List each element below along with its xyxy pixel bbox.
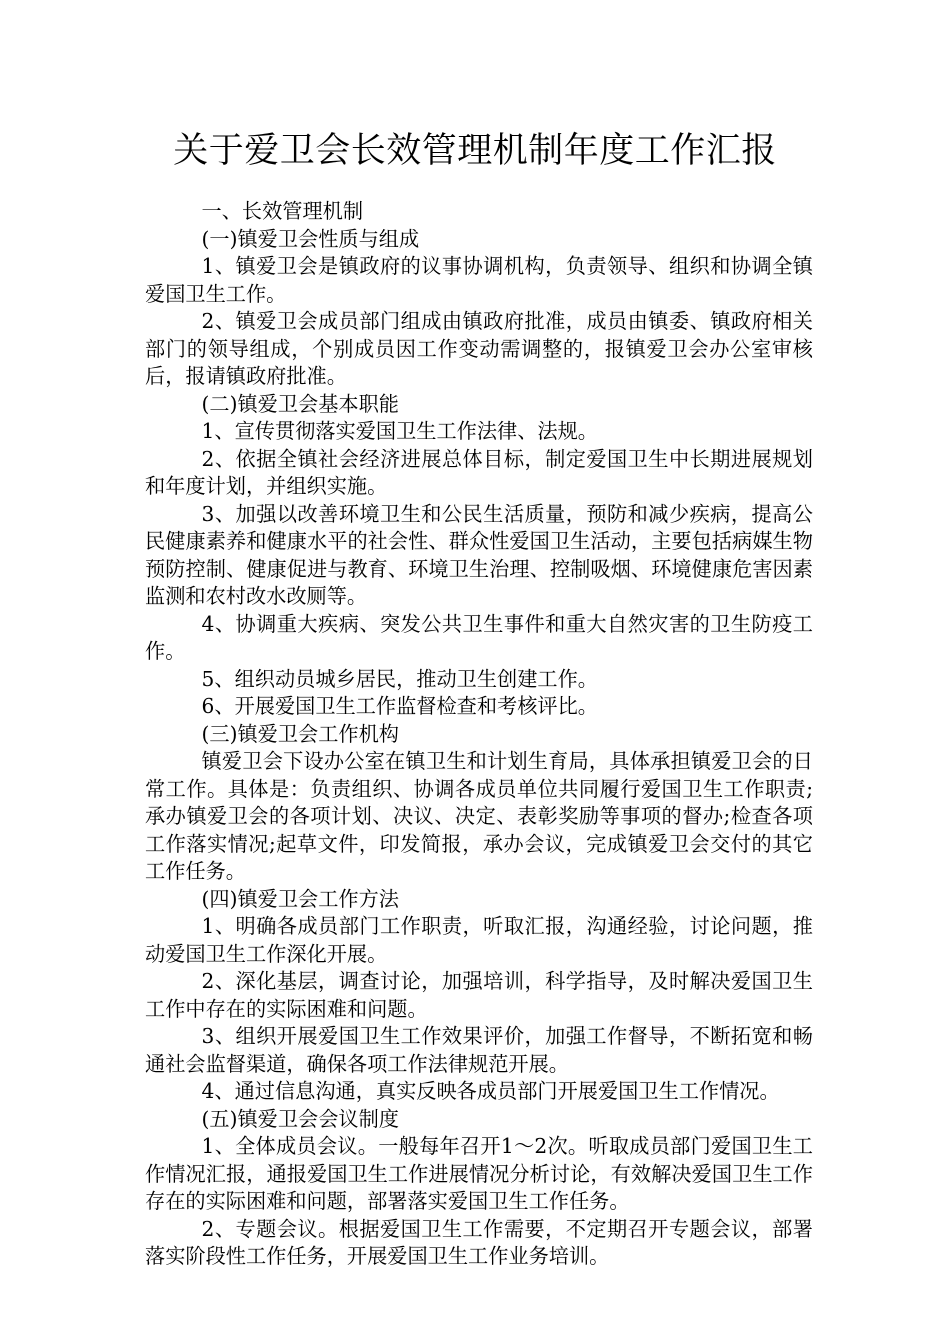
body-paragraph: 3、组织开展爱国卫生工作效果评价，加强工作督导，不断拓宽和畅通社会监督渠道，确保各项工作法律规范开展。 — [145, 1024, 813, 1076]
subsection-heading: (二)镇爱卫会基本职能 — [201, 391, 399, 416]
body-paragraph: 2、专题会议。根据爱国卫生工作需要，不定期召开专题会议，部署落实阶段性工作任务，开展爱国卫生工作业务培训。 — [145, 1216, 813, 1268]
body-paragraph: 1、全体成员会议。一般每年召开1～2次。听取成员部门爱国卫生工作情况汇报，通报爱国卫生工作进展情况分析讨论，有效解决爱国卫生工作存在的实际困难和问题，部署落实爱国卫生工作任务。 — [145, 1134, 813, 1213]
body-paragraph: 4、通过信息沟通，真实反映各成员部门开展爱国卫生工作情况。 — [201, 1079, 780, 1103]
subsection-heading: (一)镇爱卫会性质与组成 — [201, 226, 420, 251]
document-body — [145, 198, 813, 1271]
body-paragraph: 2、依据全镇社会经济进展总体目标，制定爱国卫生中长期进展规划和年度计划，并组织实施。 — [145, 446, 813, 498]
body-paragraph: 3、加强以改善环境卫生和公民生活质量，预防和减少疾病，提高公民健康素养和健康水平的社会性、群众性爱国卫生活动，主要包括病媒生物预防控制、健康促进与教育、环境卫生治理、控制吸烟、环境健康危害因素监测和农村改水改厕等。 — [145, 501, 813, 608]
body-paragraph: 镇爱卫会下设办公室在镇卫生和计划生育局，具体承担镇爱卫会的日常工作。具体是：负责组织、协调各成员单位共同履行爱国卫生工作职责;承办镇爱卫会的各项计划、决议、决定、表彰奖励等事项的督办;检查各项工作落实情况;起草文件，印发简报，承办会议，完成镇爱卫会交付的其它工作任务。 — [145, 749, 813, 883]
document-title: 关于爱卫会长效管理机制年度工作汇报 — [173, 131, 777, 171]
subsection-heading: (三)镇爱卫会工作机构 — [201, 721, 399, 746]
subsection-heading: (四)镇爱卫会工作方法 — [201, 886, 399, 911]
body-paragraph: 2、镇爱卫会成员部门组成由镇政府批准，成员由镇委、镇政府相关部门的领导组成，个别成员因工作变动需调整的，报镇爱卫会办公室审核后，报请镇政府批准。 — [145, 309, 813, 388]
body-paragraph: 1、镇爱卫会是镇政府的议事协调机构，负责领导、组织和协调全镇爱国卫生工作。 — [145, 254, 813, 306]
body-paragraph: 1、明确各成员部门工作职责，听取汇报，沟通经验，讨论问题，推动爱国卫生工作深化开展。 — [145, 914, 813, 966]
section-heading: 一、长效管理机制 — [201, 199, 364, 223]
subsection-heading: (五)镇爱卫会会议制度 — [201, 1106, 399, 1131]
body-paragraph: 5、组织动员城乡居民，推动卫生创建工作。 — [201, 666, 598, 691]
body-paragraph: 6、开展爱国卫生工作监督检查和考核评比。 — [201, 694, 598, 718]
body-paragraph: 2、深化基层，调查讨论，加强培训，科学指导，及时解决爱国卫生工作中存在的实际困难和问题。 — [145, 969, 813, 1021]
body-paragraph: 4、协调重大疾病、突发公共卫生事件和重大自然灾害的卫生防疫工作。 — [145, 611, 813, 663]
body-paragraph: 1、宣传贯彻落实爱国卫生工作法律、法规。 — [201, 419, 598, 443]
